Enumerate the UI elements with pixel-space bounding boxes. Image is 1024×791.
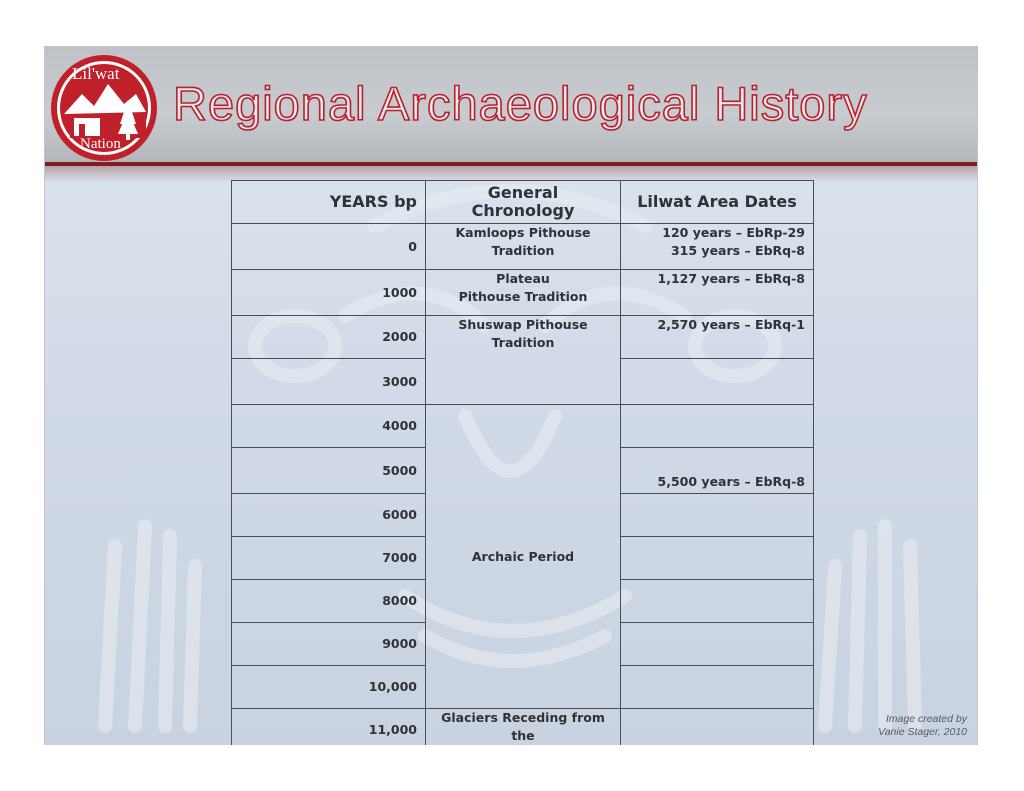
page-title: Regional Archaeological History	[173, 77, 868, 130]
column-header-chronology: General Chronology	[426, 181, 621, 224]
chronology-line: Tradition	[491, 335, 555, 350]
document-sheet	[44, 46, 978, 745]
years-cell: 0	[232, 224, 426, 270]
chronology-cell	[426, 224, 621, 270]
table-row	[232, 270, 814, 316]
dates-cell	[621, 448, 814, 494]
years-cell: 7000	[232, 537, 426, 580]
chronology-line: Shuswap Pithouse	[458, 317, 588, 332]
chronology-line: Glaciers Receding from the	[441, 710, 605, 743]
credit-line: Vanie Stager, 2010	[878, 726, 967, 738]
chronology-line: Tradition	[491, 243, 555, 258]
date-entry: 5,500 years – EbRq-8	[657, 474, 805, 489]
dates-cell	[621, 316, 814, 359]
dates-cell	[621, 405, 814, 448]
years-cell: 6000	[232, 494, 426, 537]
chronology-line: Archaic Period	[471, 548, 575, 564]
years-cell: 3000	[232, 359, 426, 405]
years-cell: 9000	[232, 623, 426, 666]
years-cell: 2000	[232, 316, 426, 359]
dates-cell	[621, 709, 814, 746]
dates-cell	[621, 666, 814, 709]
date-entry: 120 years – EbRp-29	[662, 225, 805, 240]
years-cell: 8000	[232, 580, 426, 623]
chronology-line: Pithouse Tradition	[458, 289, 588, 304]
years-cell: 5000	[232, 448, 426, 494]
column-header-years: YEARS bp	[232, 181, 426, 224]
table-row	[232, 709, 814, 746]
image-credit	[878, 713, 967, 739]
chronology-cell	[426, 709, 621, 746]
table-row	[232, 224, 814, 270]
credit-line: Image created by	[885, 713, 967, 725]
date-entry: 315 years – EbRq-8	[670, 243, 805, 258]
dates-cell	[621, 359, 814, 405]
dates-cell	[621, 270, 814, 316]
dates-cell	[621, 623, 814, 666]
date-entry: 2,570 years – EbRq-1	[657, 317, 805, 332]
chronology-cell	[426, 405, 621, 709]
logo-top-text: Lil'wat	[72, 64, 120, 83]
dates-cell	[621, 224, 814, 270]
chronology-cell	[426, 316, 621, 405]
chronology-line: Kamloops Pithouse	[455, 225, 591, 240]
years-cell: 1000	[232, 270, 426, 316]
dates-cell	[621, 580, 814, 623]
logo-bottom-text: Nation	[80, 136, 121, 152]
years-cell: 10,000	[232, 666, 426, 709]
dates-cell	[621, 494, 814, 537]
dates-cell	[621, 537, 814, 580]
chronology-table	[231, 180, 814, 745]
chronology-cell	[426, 270, 621, 316]
lilwat-nation-logo	[50, 54, 158, 162]
years-cell: 11,000	[232, 709, 426, 746]
chronology-line: Plateau	[496, 271, 550, 286]
years-cell: 4000	[232, 405, 426, 448]
table-row	[232, 405, 814, 448]
date-entry: 1,127 years – EbRq-8	[657, 271, 805, 286]
table-row	[232, 316, 814, 359]
column-header-dates: Lilwat Area Dates	[621, 181, 814, 224]
